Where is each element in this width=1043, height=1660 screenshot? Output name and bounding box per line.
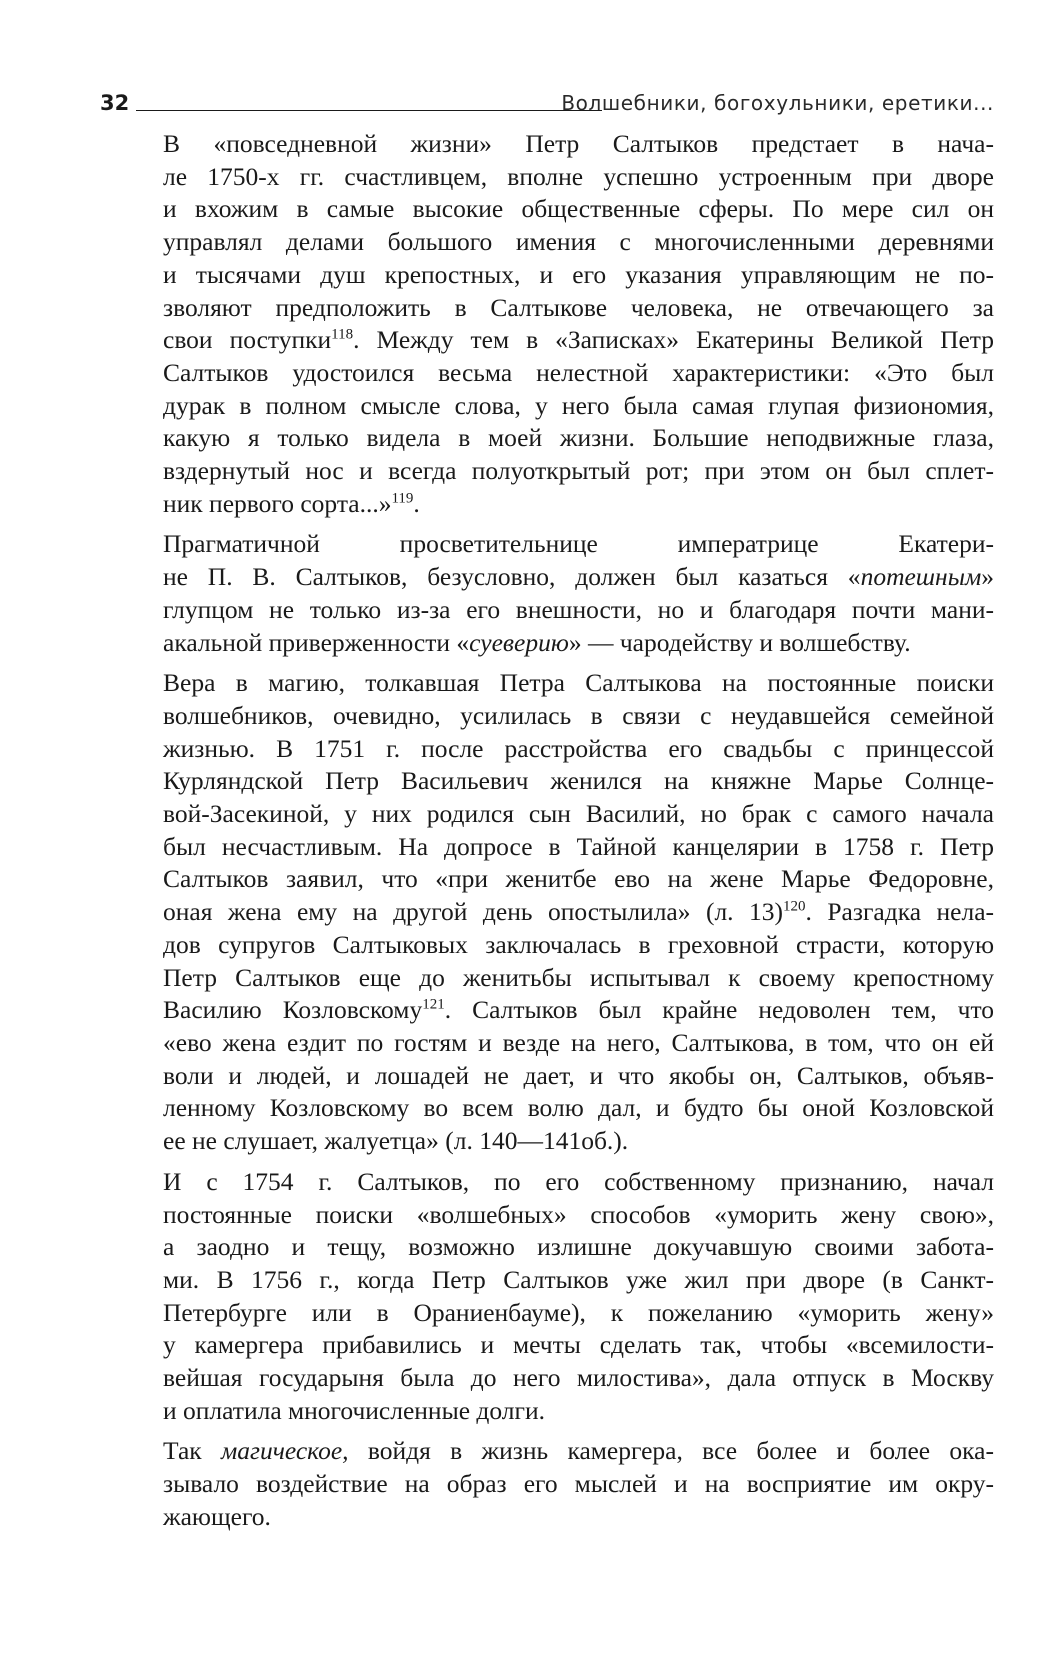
text-run: свои поступки <box>163 325 332 355</box>
text-line <box>133 561 994 594</box>
text-line <box>133 488 994 521</box>
text-line: глупцом не только из-за его внешности, но и благодаря почти мани- <box>163 594 994 624</box>
text-line: у камергера прибавились и мечты сделать так, чтобы «всемилости- <box>163 1330 994 1360</box>
text-line <box>133 1435 994 1468</box>
footnote-ref-119: 119 <box>391 490 414 507</box>
text-line: и тысячами душ крепостных, и его указания управляющим не по- <box>163 259 994 289</box>
text-line: ми. В 1756 г., когда Петр Салтыков уже жил при дворе (в Санкт- <box>163 1264 994 1294</box>
paragraph-2 <box>133 528 994 659</box>
text-line: дурак в полном смысле слова, у него была самая глупая физиономия, <box>163 390 994 420</box>
text-line <box>133 896 994 929</box>
text-line: Вера в магию, толкавшая Петра Салтыкова на постоянные поиски <box>163 668 994 698</box>
paragraph-5 <box>133 1435 994 1533</box>
text-line: жизнью. В 1751 г. после расстройства его свадьбы с принцессой <box>163 733 994 763</box>
text-line: И с 1754 г. Салтыков, по его собственному признанию, начал <box>163 1166 994 1196</box>
text-line <box>133 627 994 660</box>
text-run: . Салтыков был крайне недоволен тем, что <box>444 995 994 1025</box>
paragraph-3 <box>133 667 994 1158</box>
text-line: Петр Салтыков еще до женитьбы испытывал к своему крепостному <box>163 962 994 992</box>
text-run: . <box>413 488 420 518</box>
text-line: ленному Козловскому во всем волю дал, и будто бы оной Козловской <box>163 1093 994 1123</box>
text-run: » — чародейству и волшебству. <box>568 627 911 657</box>
text-run: . Между тем в «Записках» Екатерины Великой Петр <box>353 325 995 355</box>
running-title: Волшебники, богохульники, еретики... <box>561 91 994 115</box>
text-line: воли и людей, и лошадей не дает, и что якобы он, Салтыков, объяв- <box>163 1060 994 1090</box>
text-run: ник первого сорта...» <box>163 488 392 518</box>
text-line: и оплатила многочисленные долги. <box>163 1395 546 1425</box>
text-run: . Разгадка нела- <box>805 897 994 927</box>
text-line: Салтыков заявил, что «при женитбе ево на жене Марье Федоровне, <box>163 864 994 894</box>
text-line: Салтыков удостоился весьма нелестной характеристики: «Это был <box>163 357 994 387</box>
italic-text: потешным <box>860 562 982 592</box>
text-run: войдя в жизнь камергера, все более и более ока- <box>348 1436 994 1466</box>
text-line: Петербурге или в Ораниенбауме), к пожеланию «уморить жену» <box>163 1297 994 1327</box>
text-line: Курляндской Петр Васильевич женился на княжне Марье Солнце- <box>163 766 994 796</box>
footnote-ref-118: 118 <box>331 326 354 343</box>
text-line: дов супругов Салтыковых заключалась в греховной страсти, которую <box>163 929 994 959</box>
page-header <box>100 88 994 118</box>
text-line: ее не слушает, жалуетца» (л. 140—141об.). <box>163 1126 629 1156</box>
text-line: зволяют предположить в Салтыкове человека, не отвечающего за <box>163 292 994 322</box>
body-text <box>133 128 994 1534</box>
footnote-ref-120: 120 <box>783 898 806 915</box>
text-run: оная жена ему на другой день опостылила» (л. 13) <box>163 897 784 927</box>
text-run: акальной приверженности « <box>163 627 470 657</box>
text-line: вейшая государыня была до него милостива», дала отпуск в Москву <box>163 1363 994 1393</box>
text-line: а заодно и тещу, возможно излишне докучавшую своими забота- <box>163 1232 994 1262</box>
text-line: был несчастливым. На допросе в Тайной канцелярии в 1758 г. Петр <box>163 831 994 861</box>
text-line <box>133 994 994 1027</box>
paragraph-1 <box>133 128 994 520</box>
paragraph-4 <box>133 1166 994 1428</box>
text-line: вой-Засекиной, у них родился сын Василий, но брак с самого начала <box>163 799 994 829</box>
text-line: В «повседневной жизни» Петр Салтыков предстает в нача- <box>163 129 994 158</box>
italic-text: суеверию <box>469 627 569 657</box>
text-line: управлял делами большого имения с многочисленными деревнями <box>163 227 994 257</box>
text-line: «ево жена ездит по гостям и везде на него, Салтыкова, в том, что он ей <box>163 1027 994 1057</box>
text-line: волшебников, очевидно, усилилась в связи с неудавшейся семейной <box>163 700 994 730</box>
header-rule <box>136 110 602 111</box>
text-line: Прагматичной просветительнице императрице Екатери- <box>163 529 994 559</box>
text-run: » <box>981 562 994 592</box>
text-line: зывало воздействие на образ его мыслей и на восприятие им окру- <box>163 1469 994 1499</box>
text-run: не П. В. Салтыков, безусловно, должен был казаться « <box>163 562 861 592</box>
text-line: вздернутый нос и всегда полуоткрытый рот; при этом он был сплет- <box>163 456 994 486</box>
text-line: и вхожим в самые высокие общественные сферы. По мере сил он <box>163 194 994 224</box>
text-run: Так <box>163 1436 221 1466</box>
text-line: постоянные поиски «волшебных» способов «уморить жену свою», <box>163 1199 994 1229</box>
text-line: какую я только видела в моей жизни. Большие неподвижные глаза, <box>163 423 994 453</box>
text-line: ле 1750-х гг. счастливцем, вполне успешно устроенным при дворе <box>163 161 994 191</box>
italic-text: магическое, <box>220 1436 349 1466</box>
page-number: 32 <box>100 91 130 115</box>
footnote-ref-121: 121 <box>422 996 445 1013</box>
text-run: Василию Козловскому <box>163 995 423 1025</box>
text-line: жающего. <box>163 1501 271 1531</box>
text-line <box>133 324 994 357</box>
